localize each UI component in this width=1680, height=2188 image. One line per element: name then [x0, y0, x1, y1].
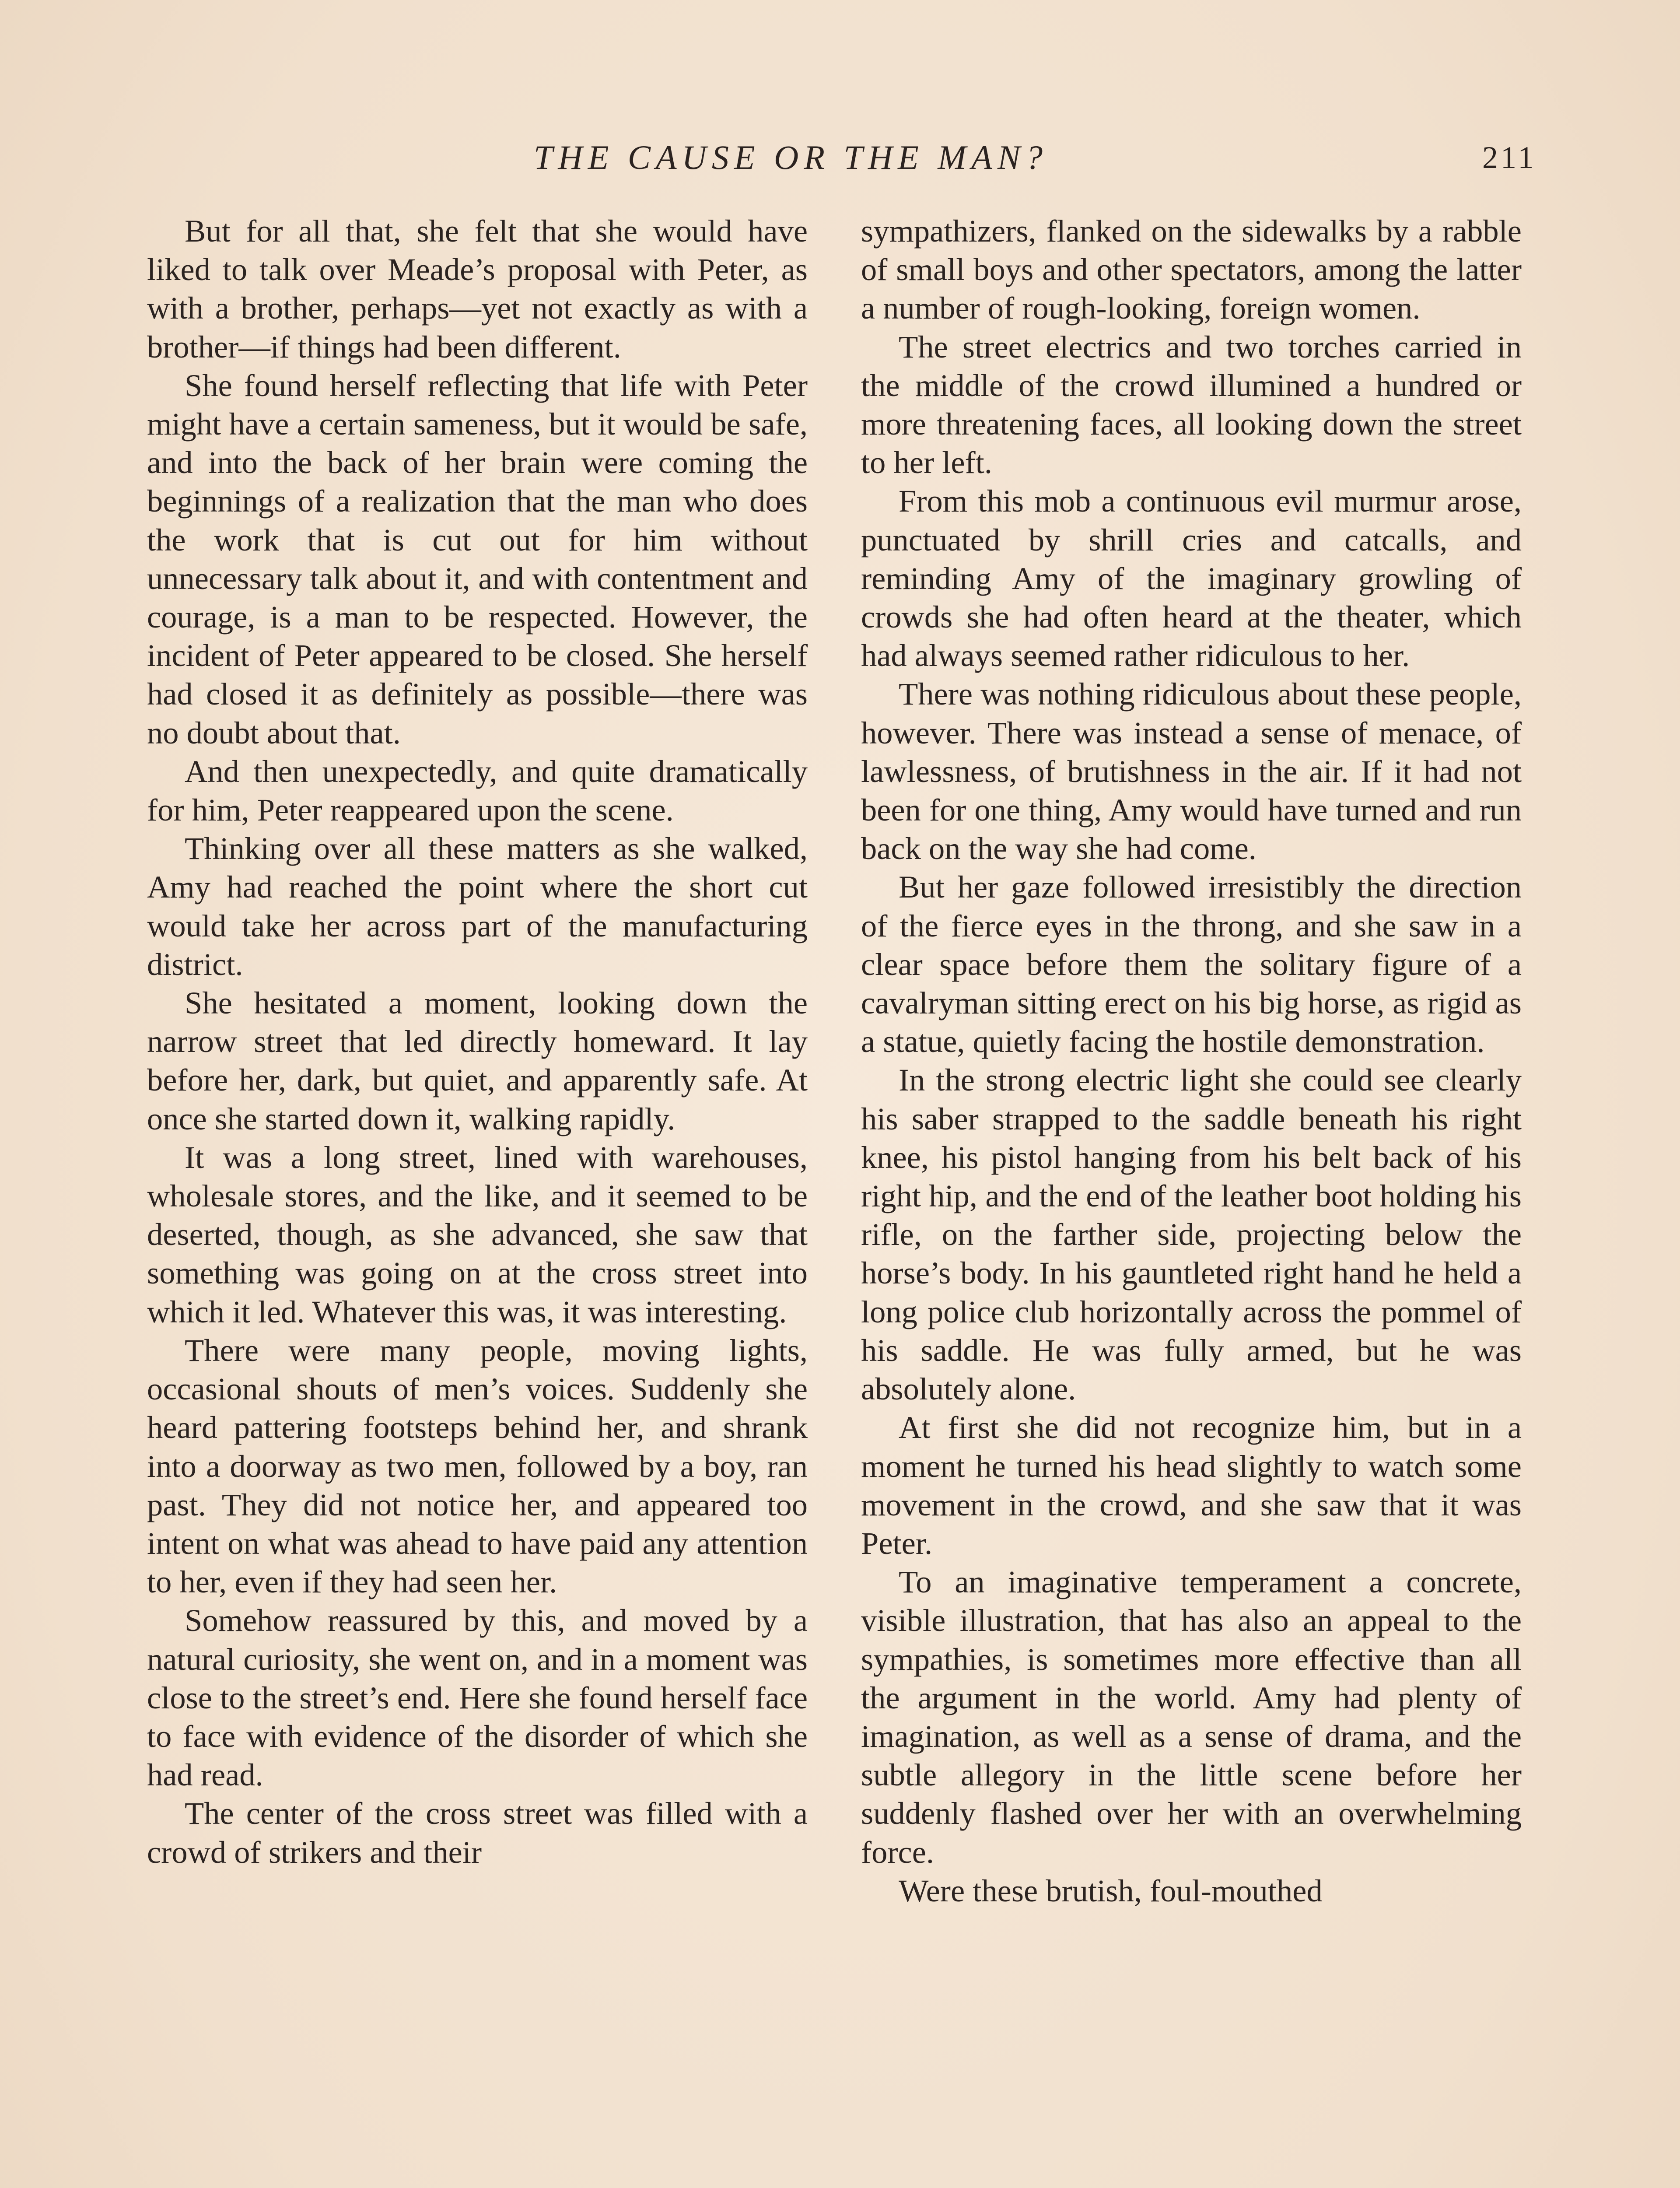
paragraph: But for all that, she felt that she would have liked to talk over Meade’s proposal with Peter, as with a brother, perhaps—yet not exactly as with a brother—if things had been different. [147, 213, 808, 365]
paragraph: From this mob a continuous evil murmur arose, punctuated by shrill cries and catcalls, and reminding Amy of the imaginary growling of crowds she had often heard at the theater, which had always seemed rather ridiculous to her. [861, 483, 1522, 673]
left-column [147, 212, 808, 1872]
paragraph: She hesitated a moment, looking down the narrow street that led directly homeward. It lay before her, dark, but quiet, and apparently safe. At once she started down it, walking rapidly. [147, 985, 808, 1136]
right-column [861, 212, 1522, 1910]
paragraph-continued: sympathizers, flanked on the sidewalks by a rabble of small boys and other spectators, among the latter a number of rough-looking, foreign women. [861, 213, 1522, 326]
running-head [0, 131, 1680, 184]
paragraph: It was a long street, lined with warehouses, wholesale stores, and the like, and it seemed to be deserted, though, as she advanced, she saw that something was going on at the cross street into which it led. Whatever this was, it was interesting. [147, 1139, 808, 1329]
paragraph: She found herself reflecting that life with Peter might have a certain sameness, but it would be safe, and into the back of her brain were coming the beginnings of a realization that the man who does the work that is cut out for him without unnecessary talk about it, and with contentment and courage, is a man to be respected. However, the incident of Peter appeared to be closed. She herself had closed it as definitely as possible—there was no doubt about that. [147, 367, 808, 750]
paragraph: But her gaze followed irresistibly the direction of the fierce eyes in the throng, and she saw in a clear space before them the solitary figure of a cavalryman sitting erect on his big horse, as rigid as a statue, quietly facing the hostile demonstration. [861, 869, 1522, 1059]
paragraph: At first she did not recognize him, but in a moment he turned his head slightly to watch some movement in the crowd, and she saw that it was Peter. [861, 1410, 1522, 1561]
paragraph: There was nothing ridiculous about these people, however. There was instead a sense of menace, of lawlessness, of brutishness in the air. If it had not been for one thing, Amy would have turned and run back on the way she had come. [861, 676, 1522, 866]
paragraph: To an imaginative temperament a concrete, visible illustration, that has also an appeal to the sympathies, is sometimes more effective than all the argument in the world. Amy had plenty of imagination, as well as a sense of drama, and the subtle allegory in the little scene before her suddenly flashed over her with an overwhelming force. [861, 1564, 1522, 1870]
paragraph: The center of the cross street was filled with a crowd of strikers and their [147, 1795, 808, 1870]
paragraph: Somehow reassured by this, and moved by a natural curiosity, she went on, and in a moment was close to the street’s end. Here she found herself face to face with evidence of the disorder of which she had read. [147, 1602, 808, 1793]
paragraph: Were these brutish, foul-mouthed [899, 1872, 1323, 1908]
paragraph: In the strong electric light she could see clearly his saber strapped to the saddle beneath his right knee, his pistol hanging from his belt back of his right hip, and the end of the leather boot holding his rifle, on the farther side, projecting below the horse’s body. In his gauntleted right hand he held a long police club horizontally across the pommel of his saddle. He was fully armed, but he was absolutely alone. [861, 1062, 1522, 1407]
page-number: 211 [1482, 140, 1536, 175]
paragraph: The street electrics and two torches carried in the middle of the crowd illumined a hundred or more threatening faces, all looking down the street to her left. [861, 329, 1522, 480]
paragraph: There were many people, moving lights, occasional shouts of men’s voices. Suddenly she heard pattering footsteps behind her, and shrank into a doorway as two men, followed by a boy, ran past. They did not notice her, and appeared too intent on what was ahead to have paid any attention to her, even if they had seen her. [147, 1332, 808, 1600]
paragraph: Thinking over all these matters as she walked, Amy had reached the point where the short cut would take her across part of the manufacturing district. [147, 831, 808, 982]
paragraph: And then unexpectedly, and quite dramatically for him, Peter reappeared upon the scene. [147, 753, 808, 828]
running-title: THE CAUSE OR THE MAN? [534, 138, 1048, 176]
